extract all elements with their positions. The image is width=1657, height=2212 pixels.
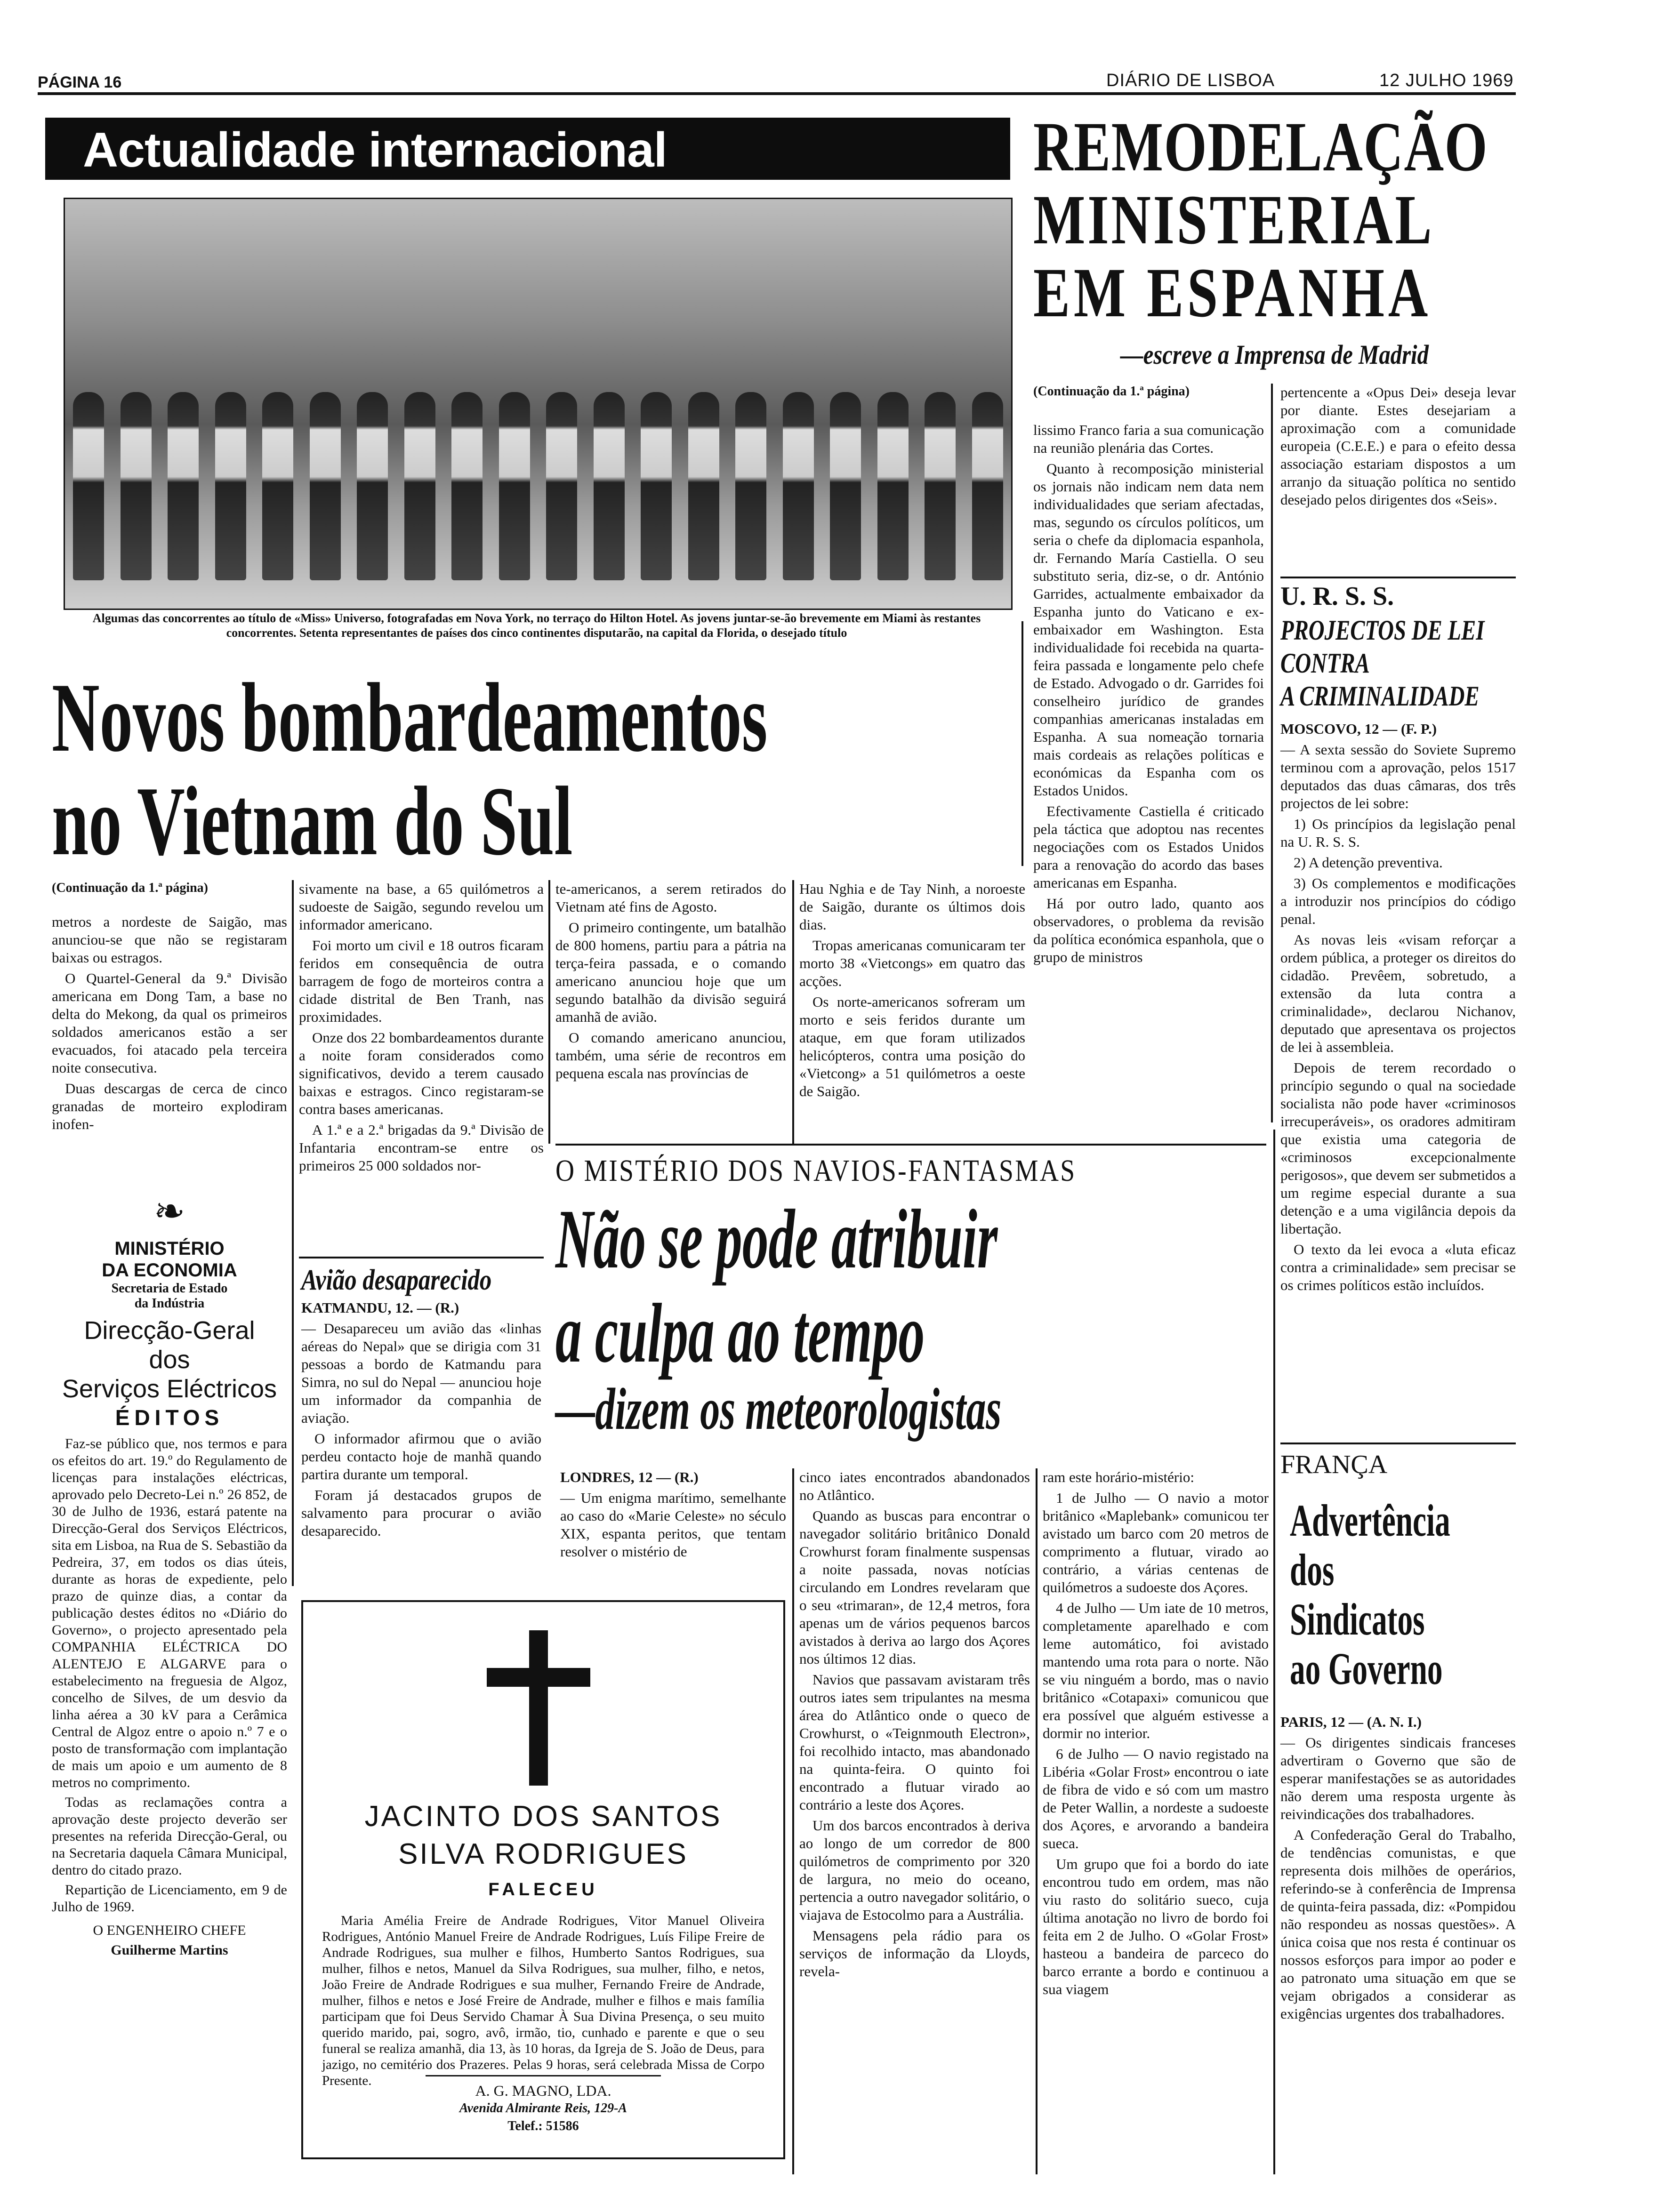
column-rule	[1036, 1468, 1038, 2174]
ministerio-signature: O ENGENHEIRO CHEFE	[93, 1923, 246, 1938]
ministerio-para: Faz-se público que, nos termos e para os efeitos do art. 19.º do Regulamento de licenças para instalações eléctricas, aprovado pelo Decreto-Lei n.º 26 852, de 30 de Julho de 1936, estará patente na Direcção-Geral dos Serviços Eléctricos, sita em Lisboa, na Rua de S. Sebastião da Pedreira, 37, em todos os dias úteis, durante as horas de expediente, pelo prazo de quinze dias, a contar da publicação destes éditos no «Diário do Governo», o projecto apresentado pela COMPANHIA ELÉCTRICA DO ALENTEJO E ALGARVE para o estabelecimento na freguesia de Algoz, concelho de Silves, de um desvio da linha aérea a 30 kV para a Cerâmica Central de Algoz entre o apoio n.º 7 e o posto de transformação com implantação de mais um apoio e um aumento de 8 metros no comprimento.	[52, 1436, 287, 1790]
section-banner	[45, 118, 1010, 180]
aviao-body	[301, 1299, 541, 1543]
urss-headline-1: PROJECTOS DE LEI	[1280, 615, 1485, 646]
navios-headline-3: —dizem os meteorologistas	[555, 1377, 1002, 1442]
remodelacao-headline-2: MINISTERIAL	[1033, 181, 1434, 259]
remodelacao-cont: (Continuação da 1.ª página)	[1033, 384, 1190, 399]
franca-headline-3: Sindicatos	[1290, 1594, 1425, 1644]
remodelacao-para: lissimo Franco faria a sua comunicação na reunião plenária das Cortes.	[1033, 422, 1264, 456]
photo-caption: Algumas das concorrentes ao título de «Miss» Universo, fotografadas em Nova York, no terraço do Hilton Hotel. As jovens juntar-se-ão brevemente em Miami às restantes concorrentes. Setenta representantes de países dos cinco continentes disputarão, na capital da Florida, o desejado título	[92, 611, 981, 640]
vietnam-cont: (Continuação da 1.ª página)	[52, 881, 209, 895]
obituary-text: Maria Amélia Freire de Andrade Rodrigues, Vitor Manuel Oliveira Rodrigues, António Manuel Freire de Andrade Rodrigues, Luís Filipe Freire de Andrade Rodrigues, sua mulher e filhos, Humberto Santos Rodrigues, sua mulher, filhos e netos, Manuel da Silva Rodrigues, sua mulher, filho, e netos, João Freire de Andrade Rodrigues e sua mulher, Fernando Freire de Andrade, mulher, filhos e netos e José Freire de Andrade, mulher e filhos e mais família participam que foi Deus Servido Chamar À Sua Divina Presença, o seu muito querido marido, pai, sogro, avô, irmão, tio, cunhado e parente e que o seu funeral se realiza amanhã, dia 13, às 10 horas, da Igreja de S. João de Deus, para jazigo, no cemitério dos Prazeres. Pelas 9 horas, será celebrada Missa de Corpo Presente.	[322, 1913, 764, 2088]
obituary-name-1: JACINTO DOS SANTOS	[364, 1800, 722, 1833]
navios-headline-1: Não se pode atribuir	[555, 1192, 998, 1286]
navios-para: Navios que passavam avistaram três outros iates sem tripulantes na mesma área do Atlântico onde o queco de Crowhurst, o «Teignmouth Electron», foi recolhido intacto, mas abandonado na quinta-feira. O quinto foi encontrado a flutuar virado ao contrário a leste dos Açores.	[799, 1671, 1030, 1813]
column-rule	[1022, 621, 1023, 866]
urss-para: 2) A detenção preventiva.	[1294, 854, 1443, 871]
navios-para: Um dos barcos encontrados à deriva ao longo de um corredor de 800 quilómetros de comprimento por 320 de largura, no meio do oceano, pertencia a outro navegador solitário, o viajava de Estocolmo para a Austrália.	[799, 1817, 1030, 1923]
navios-rule	[555, 1144, 1266, 1146]
cross-icon	[529, 1630, 548, 1786]
aviao-rule	[299, 1257, 544, 1258]
franca-headline-4: ao Governo	[1290, 1643, 1443, 1694]
vietnam-para: O Quartel-General da 9.ª Divisão americana em Dong Tam, a base no delta do Mekong, da qual os primeiros soldados americanos estão a ser evacuados, foi atacado pela terceira noite consecutiva.	[52, 970, 287, 1076]
column-rule	[1273, 1130, 1275, 2174]
vietnam-para: A 1.ª e a 2.ª brigadas da 9.ª Divisão de Infantaria encontram-se entre os primeiros 25 000 soldados nor-	[299, 1122, 544, 1174]
column-rule	[792, 1468, 794, 2174]
urss-para: As novas leis «visam reforçar a ordem pública, a proteger os direitos do cidadão. Prevêem, sobretudo, a extensão da luta contra a criminalidade», declarou Nichanov, deputado que apresentava os projectos de lei à assembleia.	[1280, 931, 1516, 1055]
urss-body	[1280, 720, 1516, 1297]
vietnam-para: Hau Nghia e de Tay Ninh, a noroeste de Saigão, durante os últimos dois dias.	[799, 881, 1025, 933]
ministerio-line: MINISTÉRIO	[114, 1238, 225, 1259]
navios-para: Quando as buscas para encontrar o navegador solitário britânico Donald Crowhurst foram finalmente suspensas a noite passada, novas notícias circulando em Londres revelaram que o seu «trimaran», de 12,4 metros, fora apenas um de vários pequenos barcos avistados à deriva ao largo dos Açores nos últimos 12 dias.	[799, 1507, 1030, 1667]
navios-para: — Um enigma marítimo, semelhante ao caso do «Marie Celeste» no século XIX, espanta peritos, que tentam resolver o mistério de	[560, 1490, 786, 1560]
vietnam-para: sivamente na base, a 65 quilómetros a sudoeste de Saigão, segundo revelou um informador americano.	[299, 881, 544, 933]
obituary-phone: Telef.: 51586	[507, 2119, 579, 2133]
navios-kicker: O MISTÉRIO DOS NAVIOS-FANTASMAS	[555, 1154, 1077, 1188]
vietnam-para: te-americanos, a serem retirados do Vietnam até fins de Agosto.	[555, 881, 786, 915]
ministerio-line: DA ECONOMIA	[102, 1260, 237, 1281]
obituary-box	[301, 1600, 785, 2159]
column-rule	[1271, 384, 1273, 1122]
franca-para: — Os dirigentes sindicais franceses advertiram o Governo que são de esperar manifestações se as autoridades não derem uma resposta urgente às reivindicações dos trabalhadores.	[1280, 1734, 1516, 1822]
photo-figures	[65, 383, 1011, 580]
franca-dateline: PARIS, 12 — (A. N. I.)	[1280, 1714, 1422, 1730]
urss-headline-3: A CRIMINALIDADE	[1280, 681, 1480, 712]
miss-universe-photo	[64, 198, 1013, 610]
remodelacao-subhead: —escreve a Imprensa de Madrid	[1120, 339, 1429, 370]
obituary-agency: A. G. MAGNO, LDA.	[475, 2082, 611, 2099]
obituary-name-2: SILVA RODRIGUES	[398, 1838, 688, 1870]
navios-col-3	[1043, 1468, 1269, 2001]
remodelacao-para: Efectivamente Castiella é criticado pela táctica que adoptou nas recentes negociações com os Estados Unidos para a renovação do acordo das bases americanas em Espanha.	[1033, 803, 1264, 891]
remodelacao-headline-1: REMODELAÇÃO	[1033, 108, 1488, 186]
ministerio-line: ÉDITOS	[115, 1405, 224, 1430]
section-banner-title: Actualidade internacional	[83, 123, 667, 177]
remodelacao-col-1	[1033, 384, 1264, 969]
cross-icon-bar	[487, 1668, 590, 1687]
urss-para: Depois de terem recordado o princípio segundo o qual na sociedade socialista não pode haver «criminosos irrecuperáveis», os oradores admitiram que existia uma categoria de «criminosos excepcionalmente perigosos», que devem ser submetidos a um regime especial durante a sua detenção e a uma vigilância depois da libertação.	[1280, 1059, 1516, 1237]
vietnam-para: metros a nordeste de Saigão, mas anunciou-se que não se registaram baixas ou estragos.	[52, 914, 287, 966]
navios-dateline: LONDRES, 12 — (R.)	[560, 1469, 699, 1485]
aviao-para: — Desapareceu um avião das «linhas aéreas do Nepal» que se dirigia com 31 pessoas a bordo de Katmandu para Simra, no sul do Nepal — anunciou hoje um informador da companhia de aviação.	[301, 1320, 541, 1426]
remodelacao-para: Há por outro lado, quanto aos observadores, o problema da revisão da política económica espanhola, que o grupo de ministros	[1033, 895, 1264, 965]
ministerio-line: dos	[149, 1346, 190, 1374]
vietnam-col-2	[299, 880, 544, 1178]
navios-para: Mensagens pela rádio para os serviços de informação da Lloyds, revela-	[799, 1927, 1030, 1980]
remodelacao-headline-3: EM ESPANHA	[1033, 254, 1432, 332]
urss-para: 1) Os princípios da legislação penal na U. R. S. S.	[1280, 816, 1516, 850]
vietnam-col-4	[799, 880, 1025, 1103]
urss-headline-2: CONTRA	[1280, 648, 1370, 679]
navios-para: cinco iates encontrados abandonados no Atlântico.	[799, 1469, 1030, 1503]
vietnam-headline-1: Novos bombardeamentos	[52, 663, 768, 772]
navios-headline-2: a culpa ao tempo	[555, 1286, 925, 1380]
navios-para: 1 de Julho — O navio a motor britânico «Maplebank» comunicou ter avistado um barco com 20 metros de comprimento a flutuar, virado ao contrário, a várias centenas de quilómetros a sudoeste dos Açores.	[1043, 1490, 1269, 1595]
ministerio-body	[52, 1435, 287, 1962]
ministerio-para: Repartição de Licenciamento, em 9 de Julho de 1969.	[52, 1882, 287, 1915]
column-rule	[548, 880, 550, 1144]
vietnam-para: Tropas americanas comunicaram ter morto 38 «Vietcongs» em quatro das acções.	[799, 937, 1025, 989]
vietnam-col-1	[52, 880, 287, 1136]
issue-date: 12 JULHO 1969	[1379, 71, 1514, 90]
ministerio-line: Direcção-Geral	[84, 1316, 255, 1345]
column-rule	[792, 880, 794, 1144]
urss-kicker: U. R. S. S.	[1280, 582, 1394, 611]
column-rule	[292, 880, 294, 1586]
navios-para: Um grupo que foi a bordo do iate encontrou tudo em ordem, mas não viu rasto do solitário sueco, cuja última anotação no livro de bordo foi feita em 2 de Julho. O «Golar Frost» hasteou a bandeira de parceco do barco errante a bordo e continuou a sua viagem	[1043, 1856, 1269, 1997]
vietnam-para: Os norte-americanos sofreram um morto e seis feridos durante um ataque, em que foram utilizados helicópteros, contra uma posição do «Vietcong» a 51 quilómetros a oeste de Saigão.	[799, 994, 1025, 1099]
navios-para: ram este horário-mistério:	[1043, 1469, 1194, 1485]
remodelacao-col-2	[1280, 384, 1516, 512]
urss-rule	[1280, 577, 1516, 578]
navios-col-2	[799, 1468, 1030, 1983]
aviao-para: Foram já destacados grupos de salvamento para procurar o avião desaparecido.	[301, 1487, 541, 1539]
aviao-dateline: KATMANDU, 12. — (R.)	[301, 1299, 459, 1316]
vietnam-para: O primeiro contingente, um batalhão de 800 homens, partiu para a pátria na terça-feira passada, e o comando americano anunciou hoje que um segundo batalhão da divisão seguirá amanhã de avião.	[555, 919, 786, 1025]
obituary-faleceu: FALECEU	[488, 1880, 598, 1899]
ministerio-para: Todas as reclamações contra a aprovação deste projecto deverão ser presentes na referida Direcção-Geral, ou na Secretaria daquela Câmara Municipal, dentro do citado prazo.	[52, 1795, 287, 1878]
ministerio-notice	[52, 1238, 287, 1432]
franca-kicker: FRANÇA	[1280, 1450, 1388, 1479]
franca-para: A Confederação Geral do Trabalho, de tendências comunistas, e que representa dois milhões de operários, referindo-se à conferência de Imprensa de quinta-feira passada, diz: «Pompidou não respondeu as nossas questões». A única coisa que nos resta é continuar os nossos esforços para impor ao poder e ao patronato uma situação em que se vejam obrigados a considerar as exigências urgentes dos trabalhadores.	[1280, 1827, 1516, 2022]
vietnam-headline-2: no Vietnam do Sul	[52, 767, 573, 876]
franca-rule	[1280, 1443, 1516, 1444]
aviao-headline: Avião desaparecido	[301, 1264, 492, 1296]
page-number: PÁGINA 16	[38, 73, 122, 91]
vietnam-para: Foi morto um civil e 18 outros ficaram feridos em consequência de outra barragem de fogo de morteiros contra a cidade distrital de Ben Tranh, nas proximidades.	[299, 937, 544, 1025]
obituary-divider	[426, 2075, 661, 2076]
franca-headline-1: Advertência	[1290, 1495, 1450, 1546]
ministerio-line: Serviços Eléctricos	[62, 1375, 277, 1403]
franca-body	[1280, 1713, 1516, 2026]
ministerio-line: da Indústria	[134, 1296, 205, 1311]
aviao-para: O informador afirmou que o avião perdeu contacto hoje de manhã quando partira durante um temporal.	[301, 1430, 541, 1483]
ministerio-signature: Guilherme Martins	[111, 1942, 228, 1958]
ministerio-line: Secretaria de Estado	[111, 1281, 228, 1296]
obituary-address: Avenida Almirante Reis, 129-A	[459, 2101, 627, 2116]
vietnam-para: Duas descargas de cerca de cinco granadas de morteiro explodiram inofen-	[52, 1080, 287, 1132]
newspaper-name: DIÁRIO DE LISBOA	[1106, 71, 1275, 90]
navios-para: 4 de Julho — Um iate de 10 metros, completamente aparelhado e com leme automático, foi avistado mantendo uma rota para o norte. Não se viu ninguém a bordo, mas o navio britânico «Cotapaxi» comunicou que era possível que alguém estivesse a dormir no interior.	[1043, 1600, 1269, 1741]
remodelacao-para: Quanto à recomposição ministerial os jornais não indicam nem data nem individualidades que seriam afectadas, mas, segundo os círculos políticos, um seria o chefe da diplomacia espanhola, dr. Fernando María Castiella. O seu substituto seria, diz-se, o dr. António Garrides, actualmente embaixador da Espanha junto do Vaticano e ex-embaixador em Washington. Esta individualidade foi recebida na quarta-feira passada e longamente pelo chefe de Estado. Advogado o dr. Garrides foi conselheiro jurídico de grandes companhias americanas instaladas em Espanha. A sua nomeação tornaria mais cordeais as relações políticas e económicas da Espanha com os Estados Unidos.	[1033, 460, 1264, 799]
vietnam-col-3	[555, 880, 786, 1085]
navios-col-1	[560, 1468, 786, 1563]
franca-headline-2: dos	[1290, 1545, 1335, 1595]
urss-dateline: MOSCOVO, 12 — (F. P.)	[1280, 721, 1437, 737]
vietnam-para: O comando americano anunciou, também, uma série de recontros em pequena escala nas províncias de	[555, 1029, 786, 1082]
ministerio-emblem-icon: ❧	[153, 1191, 185, 1233]
remodelacao-para: pertencente a «Opus Dei» deseja levar por diante. Estes desejariam a aproximação com a comunidade europeia (C.E.E.) e para o efeito dessa associação estariam dispostos a um arranjo da situação política no sentido desejado pelos dirigentes dos «Seis».	[1280, 384, 1516, 508]
page-header	[38, 71, 1516, 92]
urss-para: 3) Os complementos e modificações a introduzir nos princípios do código penal.	[1280, 875, 1516, 927]
navios-para: 6 de Julho — O navio registado na Libéria «Golar Frost» encontrou o iate de fibra de vido e só com um mastro de Peter Wallin, a nordeste a sudoeste dos Açores, e arvorando a bandeira sueca.	[1043, 1746, 1269, 1851]
header-rule	[38, 92, 1516, 95]
vietnam-para: Onze dos 22 bombardeamentos durante a noite foram considerados como significativos, devido a terem causado baixas e estragos. Cinco registaram-se contra bases americanas.	[299, 1029, 544, 1117]
urss-para: O texto da lei evoca a «luta eficaz contra a criminalidade» sem precisar se os crimes políticos estão incluídos.	[1280, 1241, 1516, 1293]
urss-para: — A sexta sessão do Soviete Supremo terminou com a aprovação, pelos 1517 deputados das duas câmaras, dos três projectos de lei sobre:	[1280, 741, 1516, 811]
